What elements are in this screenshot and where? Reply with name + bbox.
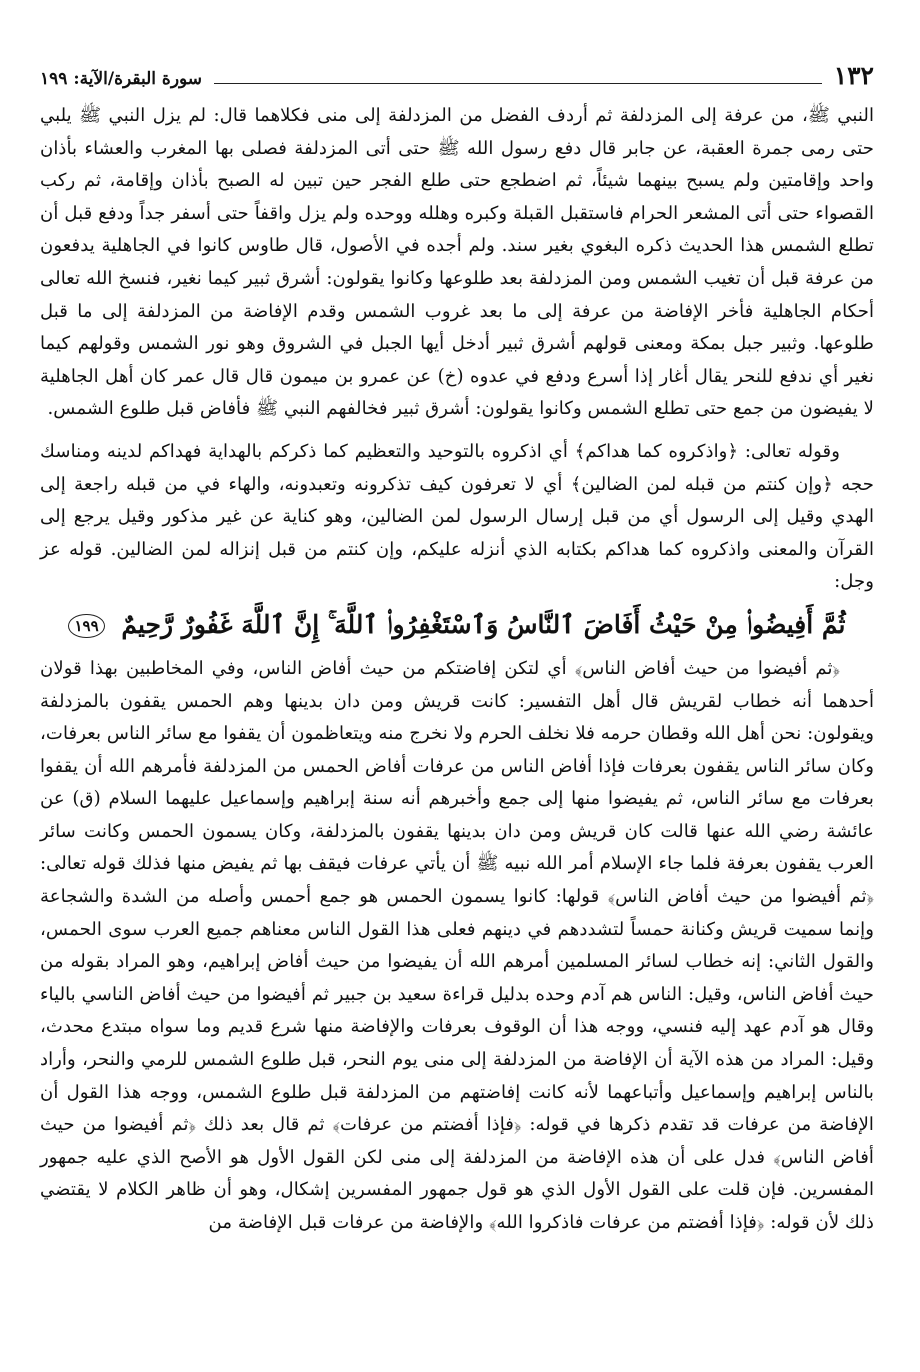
paragraph-2: وقوله تعالى: ﴿واذكروه كما هداكم﴾ أي اذكروه بالتوحيد والتعظيم كما ذكركم بالهداية فهداكم لدينه ومناسك حجه ﴿وإن كنتم من قبله لمن الضالين﴾ أي لا تعرفون كيف تذكرونه وتعبدونه، والهاء في من قبله راجعة إلى الهدي وقيل إلى الرسول أي من قبل إرسال الرسول لمن الضالين، وهو كناية عن غير مذكور وقيل يرجع إلى القرآن والمعنى واذكروه كما هداكم بكتابه الذي أنزله عليكم، وإن كنتم من قبل إنزاله لمن الضالين. قوله عز وجل: xyxy=(40,440,874,593)
header-rule xyxy=(214,83,822,84)
quran-verse xyxy=(40,603,874,647)
paragraph-1: النبي ﷺ، من عرفة إلى المزدلفة ثم أردف الفضل من المزدلفة إلى منى فكلاهما قال: لم يزل النبي ﷺ يلبي حتى رمى جمرة العقبة، عن جابر قال دفع رسول الله ﷺ حتى أتى المزدلفة فصلى بها المغرب والعشاء بأذان واحد وإقامتين ولم يسبح بينهما شيئاً، ثم اضطجع حتى طلع الفجر حين تبين له الصبح بأذان وإقامة، ثم ركب القصواء حتى أتى المشعر الحرام فاستقبل القبلة وكبره وهلله ووحده ولم يزل واقفاً حتى أسفر جداً ودفع قبل أن تطلع الشمس هذا الحديث ذكره البغوي بغير سند. ولم أجده في الأصول، قال طاوس كانوا في الجاهلية يدفعون من عرفة قبل أن تغيب الشمس ومن المزدلفة بعد طلوعها وكانوا يقولون: أشرق ثبير كيما نغير، فنسخ الله تعالى أحكام الجاهلية فأخر الإفاضة من عرفة إلى ما بعد غروب الشمس وقدم الإفاضة من المزدلفة إلى ما قبل طلوعها. وثبير جبل بمكة ومعنى قولهم أشرق ثبير أدخل أيها الجبل في الشروق وهو نور الشمس وقولهم كيما نغير أي ندفع للنحر يقال أغار إذا أسرع ودفع في عدوه (خ) عن عمرو بن ميمون قال قال عمر كان أهل الجاهلية لا يفيضون من جمع حتى تطلع الشمس وكانوا يقولون: أشرق ثبير فخالفهم النبي ﷺ فأفاض قبل طلوع الشمس. xyxy=(40,105,874,420)
page-header xyxy=(40,56,874,90)
verse-number: ١٩٩ xyxy=(68,614,104,638)
running-head: سورة البقرة/الآية: ١٩٩ xyxy=(40,69,203,89)
paragraph-3: ﴿ثم أفيضوا من حيث أفاض الناس﴾ أي لتكن إفاضتكم من حيث أفاض الناس، وفي المخاطبين بهذا قولان أحدهما أنه خطاب لقريش قال أهل التفسير: كانت قريش ومن دان بدينها وهم الحمس يقفون بالمزدلفة ويقولون: نحن أهل الله وقطان حرمه فلا نخلف الحرم ولا نخرج منه ويتعاظمون أن يقفوا مع سائر الناس بعرفات، وكان سائر الناس يقفون بعرفات فإذا أفاض الناس من عرفات أفاض الحمس من المزدلفة فأمرهم الله أن يقفوا بعرفات مع سائر الناس، ثم يفيضوا منها إلى جمع وأخبرهم أنه سنة إبراهيم وإسماعيل عليهما السلام (ق) عن عائشة رضي الله عنها قالت كان قريش ومن دان بدينها يقفون بالمزدلفة، وكان يسمون الحمس وكانت سائر العرب يقفون بعرفة فلما جاء الإسلام أمر الله نبيه ﷺ أن يأتي عرفات فيقف بها ثم يفيض منها فذلك قوله تعالى: ﴿ثم أفيضوا من حيث أفاض الناس﴾ قولها: كانوا يسمون الحمس هو جمع أحمس وأصله من الشدة والشجاعة وإنما سميت قريش وكنانة حمساً لتشددهم في دينهم فعلى هذا القول الناس معناهم جميع العرب سوى الحمس، والقول الثاني: إنه خطاب لسائر المسلمين أمرهم الله أن يفيضوا من حيث أفاض إبراهيم، وهو المراد بقوله من حيث أفاض الناس، وقيل: الناس هم آدم وحده بدليل قراءة سعيد بن جبير ثم أفيضوا من حيث أفاض الناسي بالياء وقال هو آدم عهد إليه فنسي، ووجه هذا أن الوقوف بعرفات والإفاضة منها شرع قديم وما سواه مبتدع محدث، وقيل: المراد من هذه الآية أن الإفاضة من المزدلفة إلى منى يوم النحر، قبل طلوع الشمس للرمي والنحر، وأراد بالناس إبراهيم وإسماعيل وأتباعهما لأنه كانت إفاضتهم من المزدلفة قبل طلوع الشمس، ووجه هذا القول أن الإفاضة من عرفات قد تقدم ذكرها في قوله: ﴿فإذا أفضتم من عرفات﴾ ثم قال بعد ذلك ﴿ثم أفيضوا من حيث أفاض الناس﴾ فدل على أن هذه الإفاضة من المزدلفة إلى منى لكن القول الأول هو الأصح الذي عليه جمهور المفسرين. فإن قلت على القول الأول الذي هو قول جمهور المفسرين إشكال، وهو أن ظاهر الكلام لا يقتضي ذلك لأن قوله: ﴿فإذا أفضتم من عرفات فاذكروا الله﴾ والإفاضة من عرفات قبل الإفاضة من xyxy=(40,657,875,1233)
verse-text: ثُمَّ أَفِيضُوا۟ مِنْ حَيْثُ أَفَاضَ ٱلنَّاسُ وَٱسْتَغْفِرُوا۟ ٱللَّهَ ۚ إِنَّ ٱللَّهَ غَفُورٌ رَّحِيمٌ xyxy=(121,609,846,639)
page-number: ١٣٢ xyxy=(833,61,874,90)
